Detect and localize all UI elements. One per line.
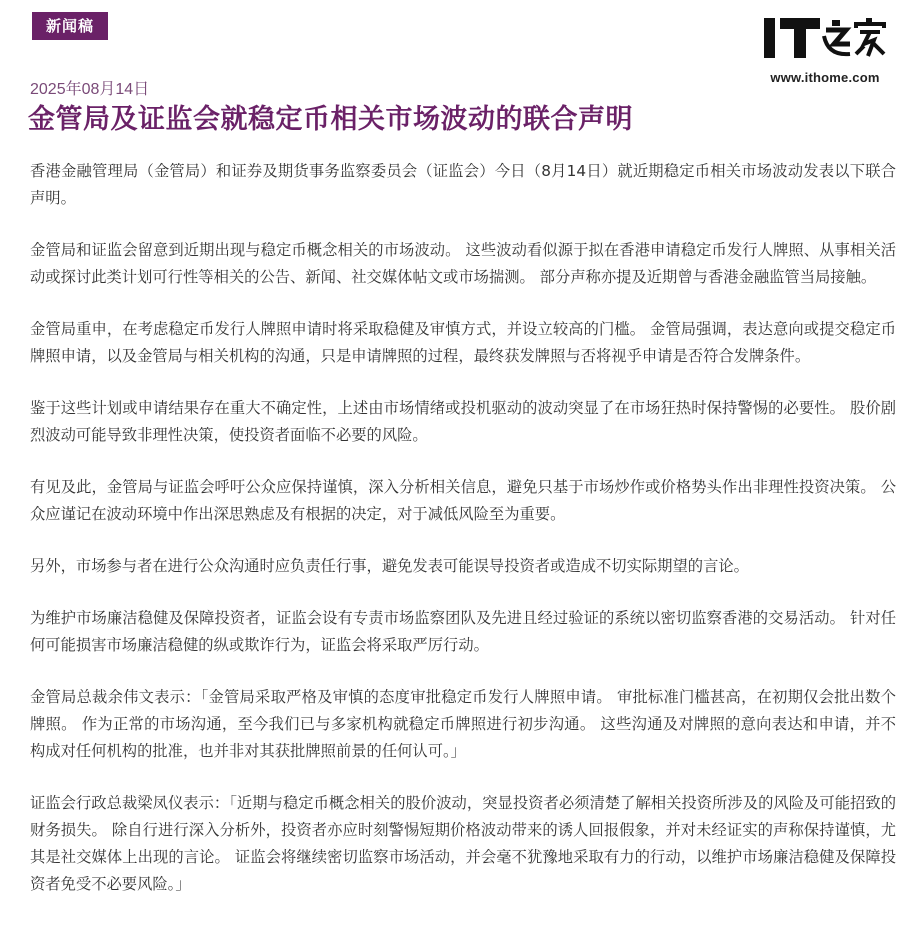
press-release-badge: 新闻稿 [32, 12, 108, 40]
article-title: 金管局及证监会就稳定币相关市场波动的联合声明 [28, 104, 633, 135]
paragraph: 金管局总裁余伟文表示：「金管局采取严格及审慎的态度审批稳定币发行人牌照申请。 审批标准门槛甚高，在初期仅会批出数个牌照。 作为正常的市场沟通，至今我们已与多家机构就稳定币牌照进行初步沟通。 这些沟通及对牌照的意向表达和申请，并不构成对任何机构的批准，也并非对其获批牌照前景的任何认可。」 [30, 688, 896, 760]
ithome-site-url[interactable]: www.ithome.com [770, 70, 880, 85]
article-body [30, 158, 896, 923]
paragraph: 另外，市场参与者在进行公众沟通时应负责任行事，避免发表可能误导投资者或造成不切实际期望的言论。 [30, 557, 749, 575]
publish-date: 2025年08月14日 [30, 81, 150, 98]
paragraph: 证监会行政总裁梁凤仪表示：「近期与稳定币概念相关的股价波动，突显投资者必须清楚了解相关投资所涉及的风险及可能招致的财务损失。 除自行进行深入分析外，投资者亦应时刻警惕短期价格波动带来的诱人回报假象，并对未经证实的声称保持谨慎，尤其是社交媒体上出现的言论。 证监会将继续密切监察市场活动，并会毫不犹豫地采取有力的行动，以维护市场廉洁稳健及保障投资者免受不必要风险。」 [30, 794, 896, 893]
paragraph: 金管局重申，在考虑稳定币发行人牌照申请时将采取稳健及审慎方式，并设立较高的门槛。 金管局强调，表达意向或提交稳定币牌照申请，以及金管局与相关机构的沟通，只是申请牌照的过程，最终获发牌照与否将视乎申请是否符合发牌条件。 [30, 320, 896, 365]
paragraph: 鉴于这些计划或申请结果存在重大不确定性，上述由市场情绪或投机驱动的波动突显了在市场狂热时保持警惕的必要性。 股价剧烈波动可能导致非理性决策，使投资者面临不必要的风险。 [30, 399, 896, 444]
paragraph: 香港金融管理局（金管局）和证券及期货事务监察委员会（证监会）今日（8月14日）就近期稳定币相关市场波动发表以下联合声明。 [30, 162, 896, 207]
paragraph: 有见及此，金管局与证监会呼吁公众应保持谨慎，深入分析相关信息，避免只基于市场炒作或价格势头作出非理性投资决策。 公众应谨记在波动环境中作出深思熟虑及有根据的决定，对于减低风险至为重要。 [30, 478, 896, 523]
ithome-logo[interactable] [764, 16, 886, 86]
paragraph: 金管局和证监会留意到近期出现与稳定币概念相关的市场波动。 这些波动看似源于拟在香港申请稳定币发行人牌照、从事相关活动或探讨此类计划可行性等相关的公告、新闻、社交媒体帖文或市场揣测。 部分声称亦提及近期曾与香港金融监管当局接触。 [30, 241, 896, 286]
paragraph: 为维护市场廉洁稳健及保障投资者，证监会设有专责市场监察团队及先进且经过验证的系统以密切监察香港的交易活动。 针对任何可能损害市场廉洁稳健的纵或欺诈行为，证监会将采取严厉行动。 [30, 609, 896, 654]
ithome-logo-icon [764, 16, 886, 60]
